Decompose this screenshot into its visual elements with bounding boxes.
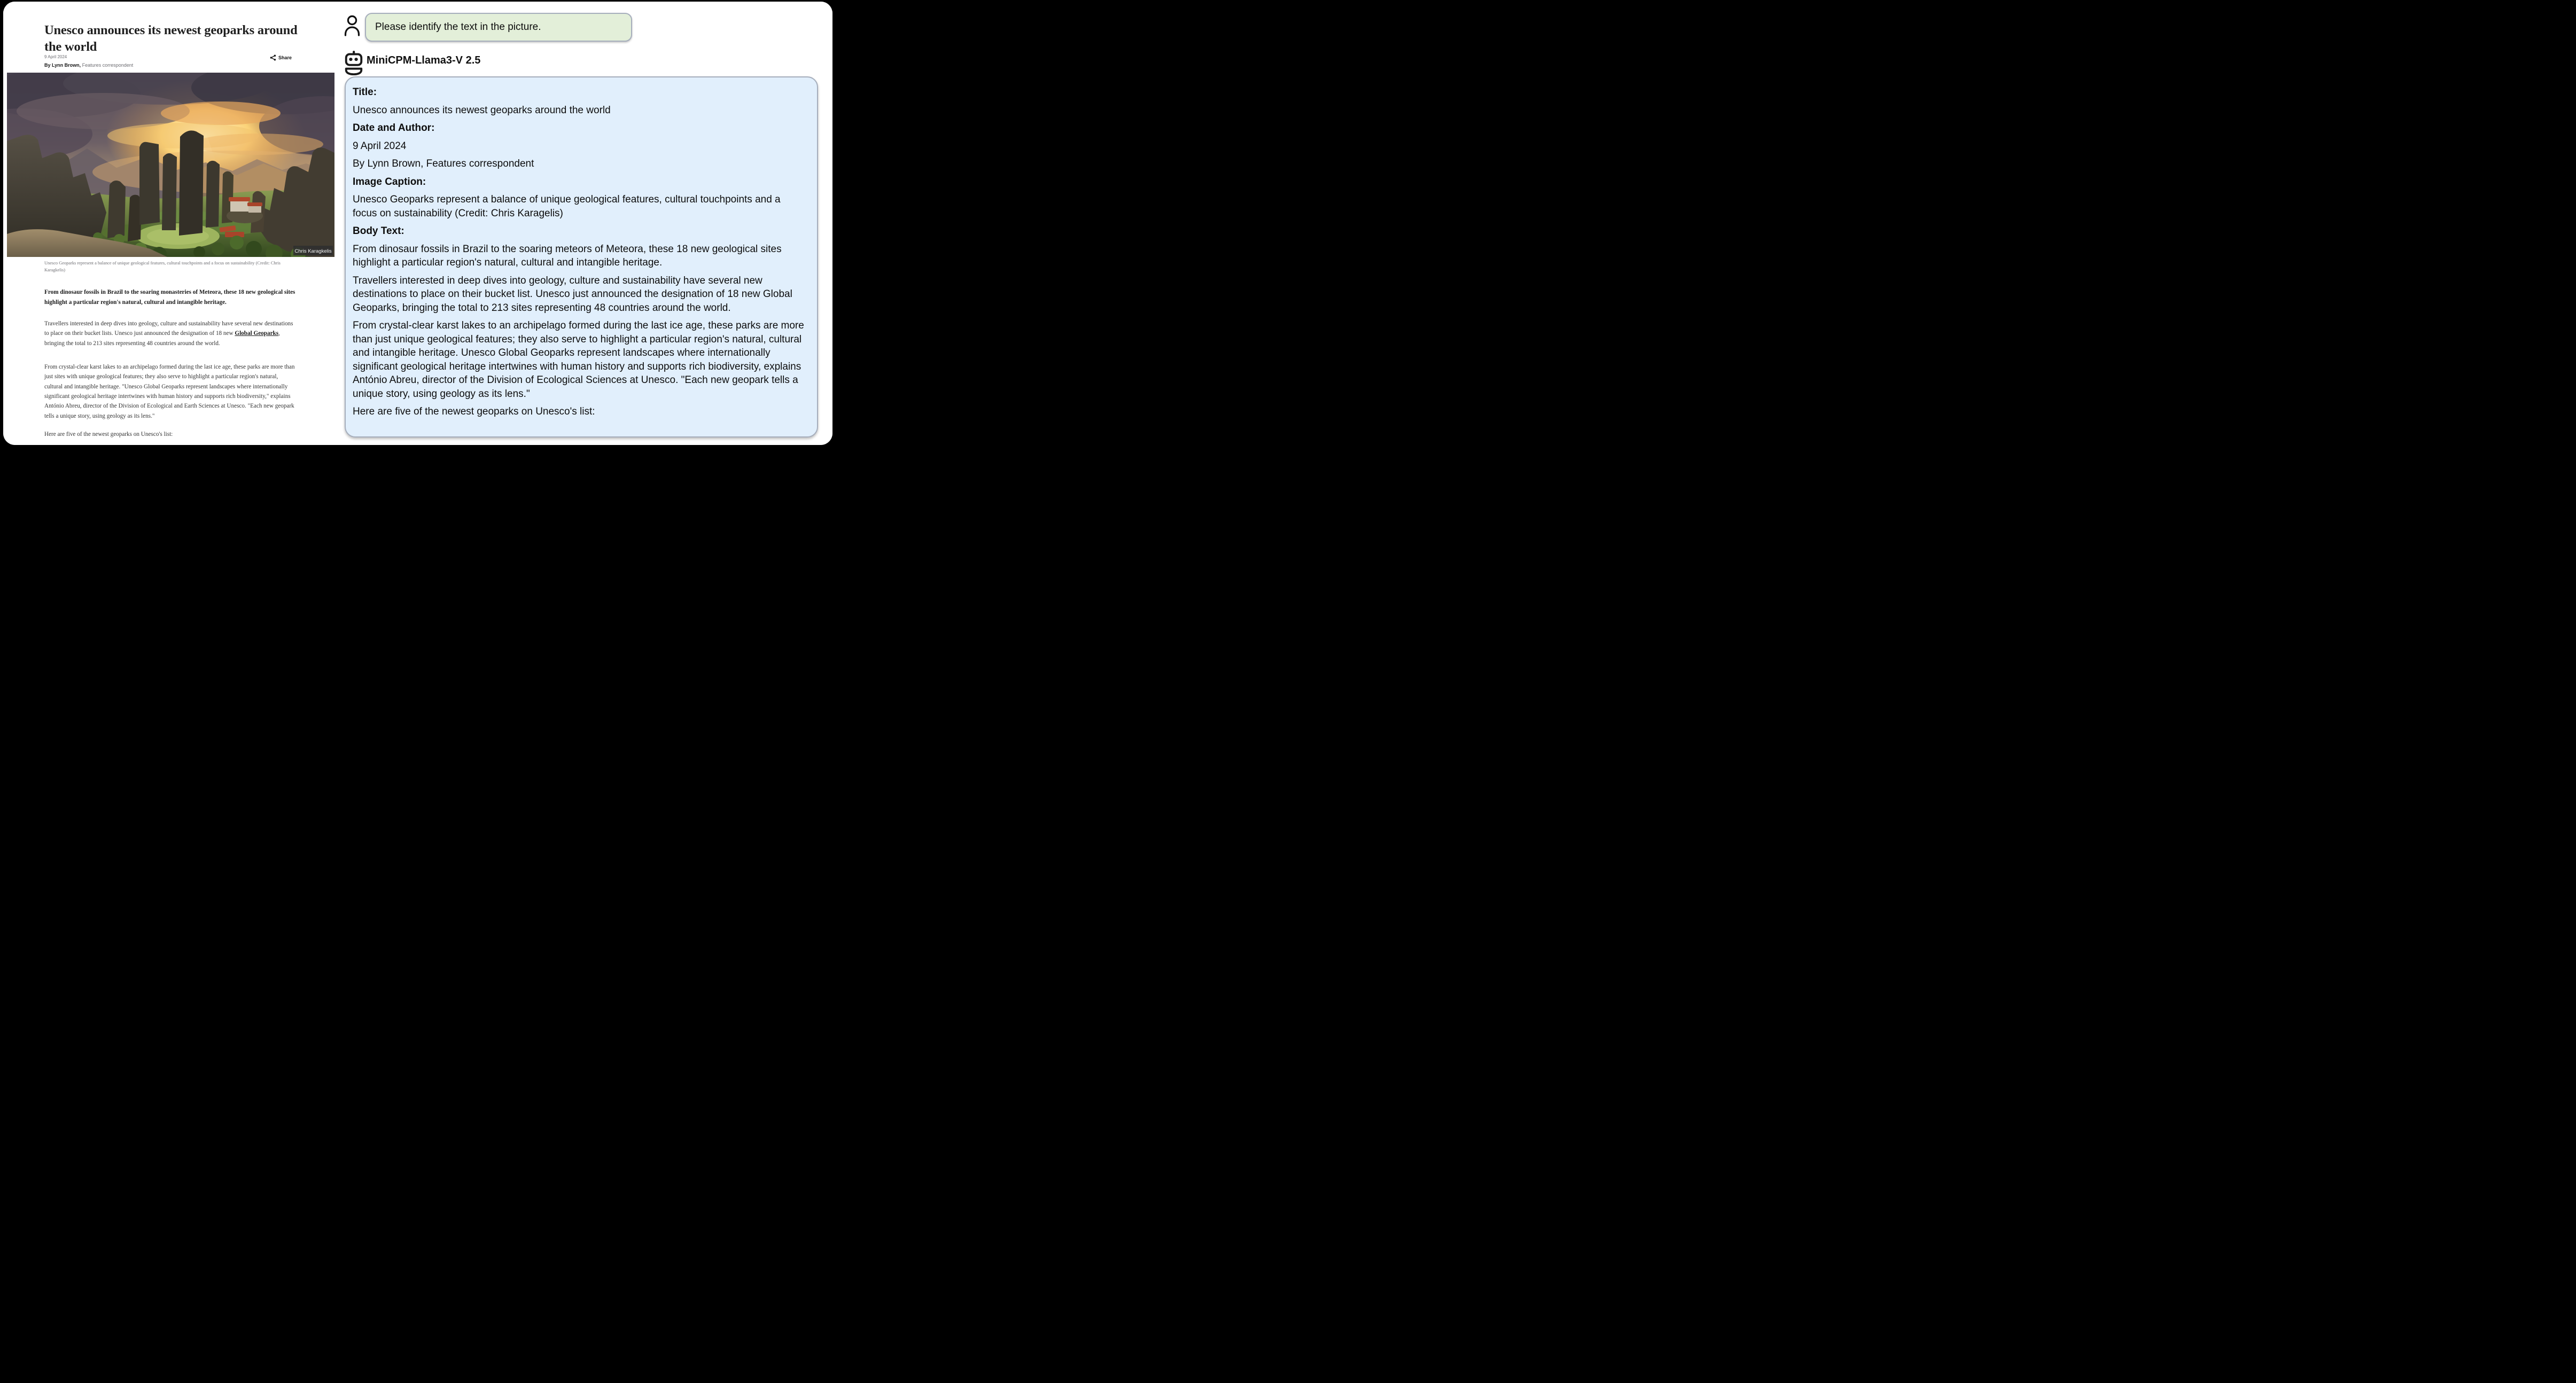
screenshot-frame (0, 0, 838, 450)
article-byline (44, 62, 133, 68)
response-body-paragraph-1: From dinosaur fossils in Brazil to the soaring meteors of Meteora, these 18 new geological sites highlight a particular region's natural, cultural and intangible heritage. (353, 243, 782, 268)
article-paragraph-4: Here are five of the newest geoparks on Unesco's list: (44, 431, 173, 438)
response-body-paragraph-2: Travellers interested in deep dives into geology, culture and sustainability have several new destinations to place on their bucket list. Unesco just announced the designation of 18 new Global Geoparks, bringing the total to 213 sites representing 48 countries around the world. (353, 275, 792, 314)
article-intro-paragraph: From dinosaur fossils in Brazil to the soaring monasteries of Meteora, these 18 new geological sites highlight a particular region's natural, cultural and intangible heritage. (44, 289, 295, 306)
person-icon (344, 15, 360, 36)
response-heading-title: Title: (353, 87, 377, 98)
app-page (3, 2, 832, 445)
response-caption-text: Unesco Geoparks represent a balance of unique geological features, cultural touchpoints and a focus on sustainability (Credit: Chris Karagelis) (353, 194, 781, 219)
article-paragraph-2 (44, 319, 298, 348)
global-geoparks-link[interactable]: Global Geoparks (235, 330, 279, 337)
article-pane (3, 2, 338, 445)
assistant-response-bubble (345, 76, 818, 437)
article-paragraph-3: From crystal-clear karst lakes to an archipelago formed during the last ice age, these parks are more than just sites with unique geological features; they also serve to highlight a particular region's natural, cultural and intangible heritage. "Unesco Global Geoparks represent landscapes where internationally significant geological heritage intertwines with human history and supports rich biodiversity," explains António Abreu, director of the Division of Ecological and Earth Sciences at Unesco. "Each new geopark tells a unique story, using geology as its lens." (44, 364, 295, 419)
response-byline-text: By Lynn Brown, Features correspondent (353, 158, 534, 169)
paragraph-2-pre: Travellers interested in deep dives into geology, culture and sustainability have several new destinations to place on their bucket lists. Unesco just announced the designation of 18 new (44, 321, 293, 337)
article-caption: Unesco Geoparks represent a balance of unique geological features, cultural touchpoints and a focus on sustainability (Credit: Chris Karagkelis) (44, 261, 281, 272)
response-body-paragraph-3: From crystal-clear karst lakes to an archipelago formed during the last ice age, these parks are more than just unique geological features; they also serve to highlight a particular region's natural, cultural and intangible heritage. Unesco Global Geoparks represent landscapes where internationally significant geological heritage intertwines with human history and supports rich biodiversity, explains António Abreu, director of the Division of Ecological Sciences at Unesco. "Each new geopark tells a unique story, using geology as its lens." (353, 320, 804, 400)
article-hero-photo (7, 73, 334, 257)
user-message-text: Please identify the text in the picture. (375, 21, 541, 33)
share-button[interactable] (270, 54, 292, 61)
byline-author: By Lynn Brown, (44, 62, 81, 68)
photo-credit-text: Chris Karagkelis (294, 248, 332, 254)
chat-pane (338, 2, 832, 445)
response-heading-body-text: Body Text: (353, 225, 404, 237)
robot-icon (344, 51, 363, 75)
byline-role: Features correspondent (81, 62, 134, 68)
response-heading-image-caption: Image Caption: (353, 176, 426, 187)
paragraph-2-post: , bringing the total to 213 sites representing 48 countries around the world. (44, 330, 280, 347)
meteora-landscape-illustration (7, 73, 334, 257)
share-icon (270, 54, 276, 61)
photo-credit-badge (293, 246, 333, 255)
article-title: Unesco announces its newest geoparks around the world (44, 23, 298, 54)
article-date: 9 April 2024 (44, 54, 67, 59)
response-date-text: 9 April 2024 (353, 140, 407, 152)
response-title-text: Unesco announces its newest geoparks around the world (353, 104, 611, 116)
share-label: Share (278, 55, 292, 60)
user-message-bubble (365, 13, 632, 42)
model-name: MiniCPM-Llama3-V 2.5 (367, 54, 481, 66)
response-heading-date-author: Date and Author: (353, 122, 435, 134)
response-body-paragraph-4: Here are five of the newest geoparks on Unesco's list: (353, 406, 595, 417)
